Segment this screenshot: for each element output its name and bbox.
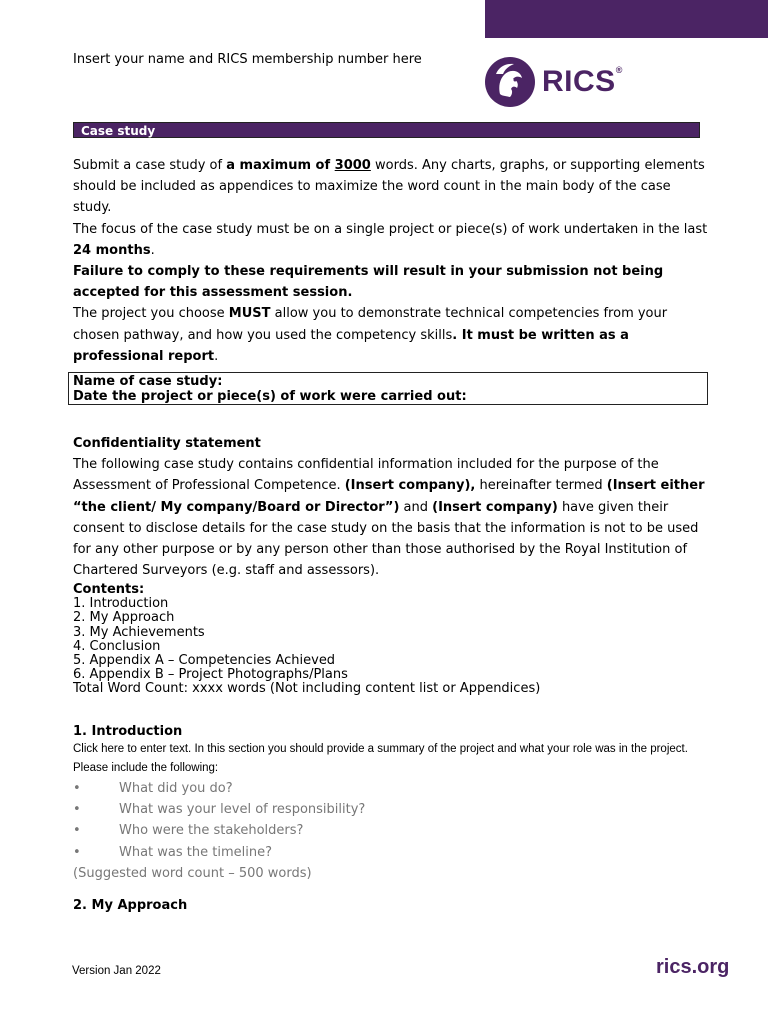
list-item: • What was the timeline? [73, 842, 733, 863]
word-count-line: Total Word Count: xxxx words (Not including content list or Appendices) [73, 681, 541, 697]
case-study-name-label: Name of case study: [73, 374, 223, 389]
introduction-bullets [73, 778, 733, 863]
suggested-word-count: (Suggested word count – 500 words) [73, 865, 312, 881]
instruction-paragraph: The project you choose MUST allow you to demonstrate technical competencies from your chosen pathway, and how you used the competency skills. It must be written as a professional report. [73, 306, 668, 364]
contents-item: 3. My Achievements [73, 624, 205, 640]
project-date-label: Date the project or piece(s) of work were carried out: [73, 389, 467, 404]
contents-item: 2. My Approach [73, 610, 175, 626]
bullet-icon: • [73, 844, 81, 860]
confidentiality-section [73, 433, 713, 581]
lion-crest-icon [484, 56, 536, 108]
contents-item: 1. Introduction [73, 596, 169, 612]
list-item: • What did you do? [73, 778, 733, 799]
instructions-block [73, 155, 713, 367]
introduction-section [73, 724, 733, 884]
case-study-section-bar: Case study [73, 122, 700, 138]
confidentiality-text: The following case study contains confidential information included for the purpose of the Assessment of Professional Competence. (Insert company), hereinafter termed (Insert either “the client/ My company/Board or Director”) and (Insert company) have given their consent to disclose details for the case study on the basis that the information is not to be used for any other purpose or by any person other than those authorised by the Royal Institution of Chartered Surveyors (e.g. staff and assessors). [73, 457, 705, 579]
case-study-details-box[interactable] [68, 372, 708, 405]
rics-logo [484, 56, 623, 108]
bullet-icon: • [73, 802, 81, 818]
my-approach-heading: 2. My Approach [73, 898, 188, 913]
name-membership-prompt: Insert your name and RICS membership number here [73, 52, 422, 67]
contents-item: 4. Conclusion [73, 638, 161, 654]
introduction-placeholder-text[interactable]: Click here to enter text. In this section you should provide a summary of the project and what your role was in the project. [73, 743, 688, 755]
contents-section [73, 583, 713, 697]
version-label: Version Jan 2022 [72, 965, 161, 977]
list-item: • What was your level of responsibility? [73, 799, 733, 820]
list-item: • Who were the stakeholders? [73, 820, 733, 841]
header-color-bar [485, 0, 768, 38]
instruction-paragraph: The focus of the case study must be on a single project or piece(s) of work undertaken in the last 24 months. [73, 221, 708, 258]
bullet-icon: • [73, 781, 81, 796]
registered-mark: ® [615, 65, 623, 75]
introduction-include-label: Please include the following: [73, 762, 219, 774]
rics-wordmark: RICS® [542, 65, 623, 98]
bullet-icon: • [73, 823, 81, 839]
contents-heading: Contents: [73, 582, 145, 597]
rics-org-link[interactable]: rics.org [656, 956, 730, 978]
confidentiality-heading: Confidentiality statement [73, 436, 261, 451]
failure-warning: Failure to comply to these requirements will result in your submission not being accepted for this assessment session. [73, 264, 664, 301]
contents-item: 5. Appendix A – Competencies Achieved [73, 653, 336, 669]
introduction-heading: 1. Introduction [73, 724, 183, 739]
instruction-paragraph: Submit a case study of a maximum of 3000 words. Any charts, graphs, or supporting elements should be included as appendices to maximize the word count in the main body of the case study. [73, 158, 705, 216]
contents-item: 6. Appendix B – Project Photographs/Plans [73, 667, 348, 683]
